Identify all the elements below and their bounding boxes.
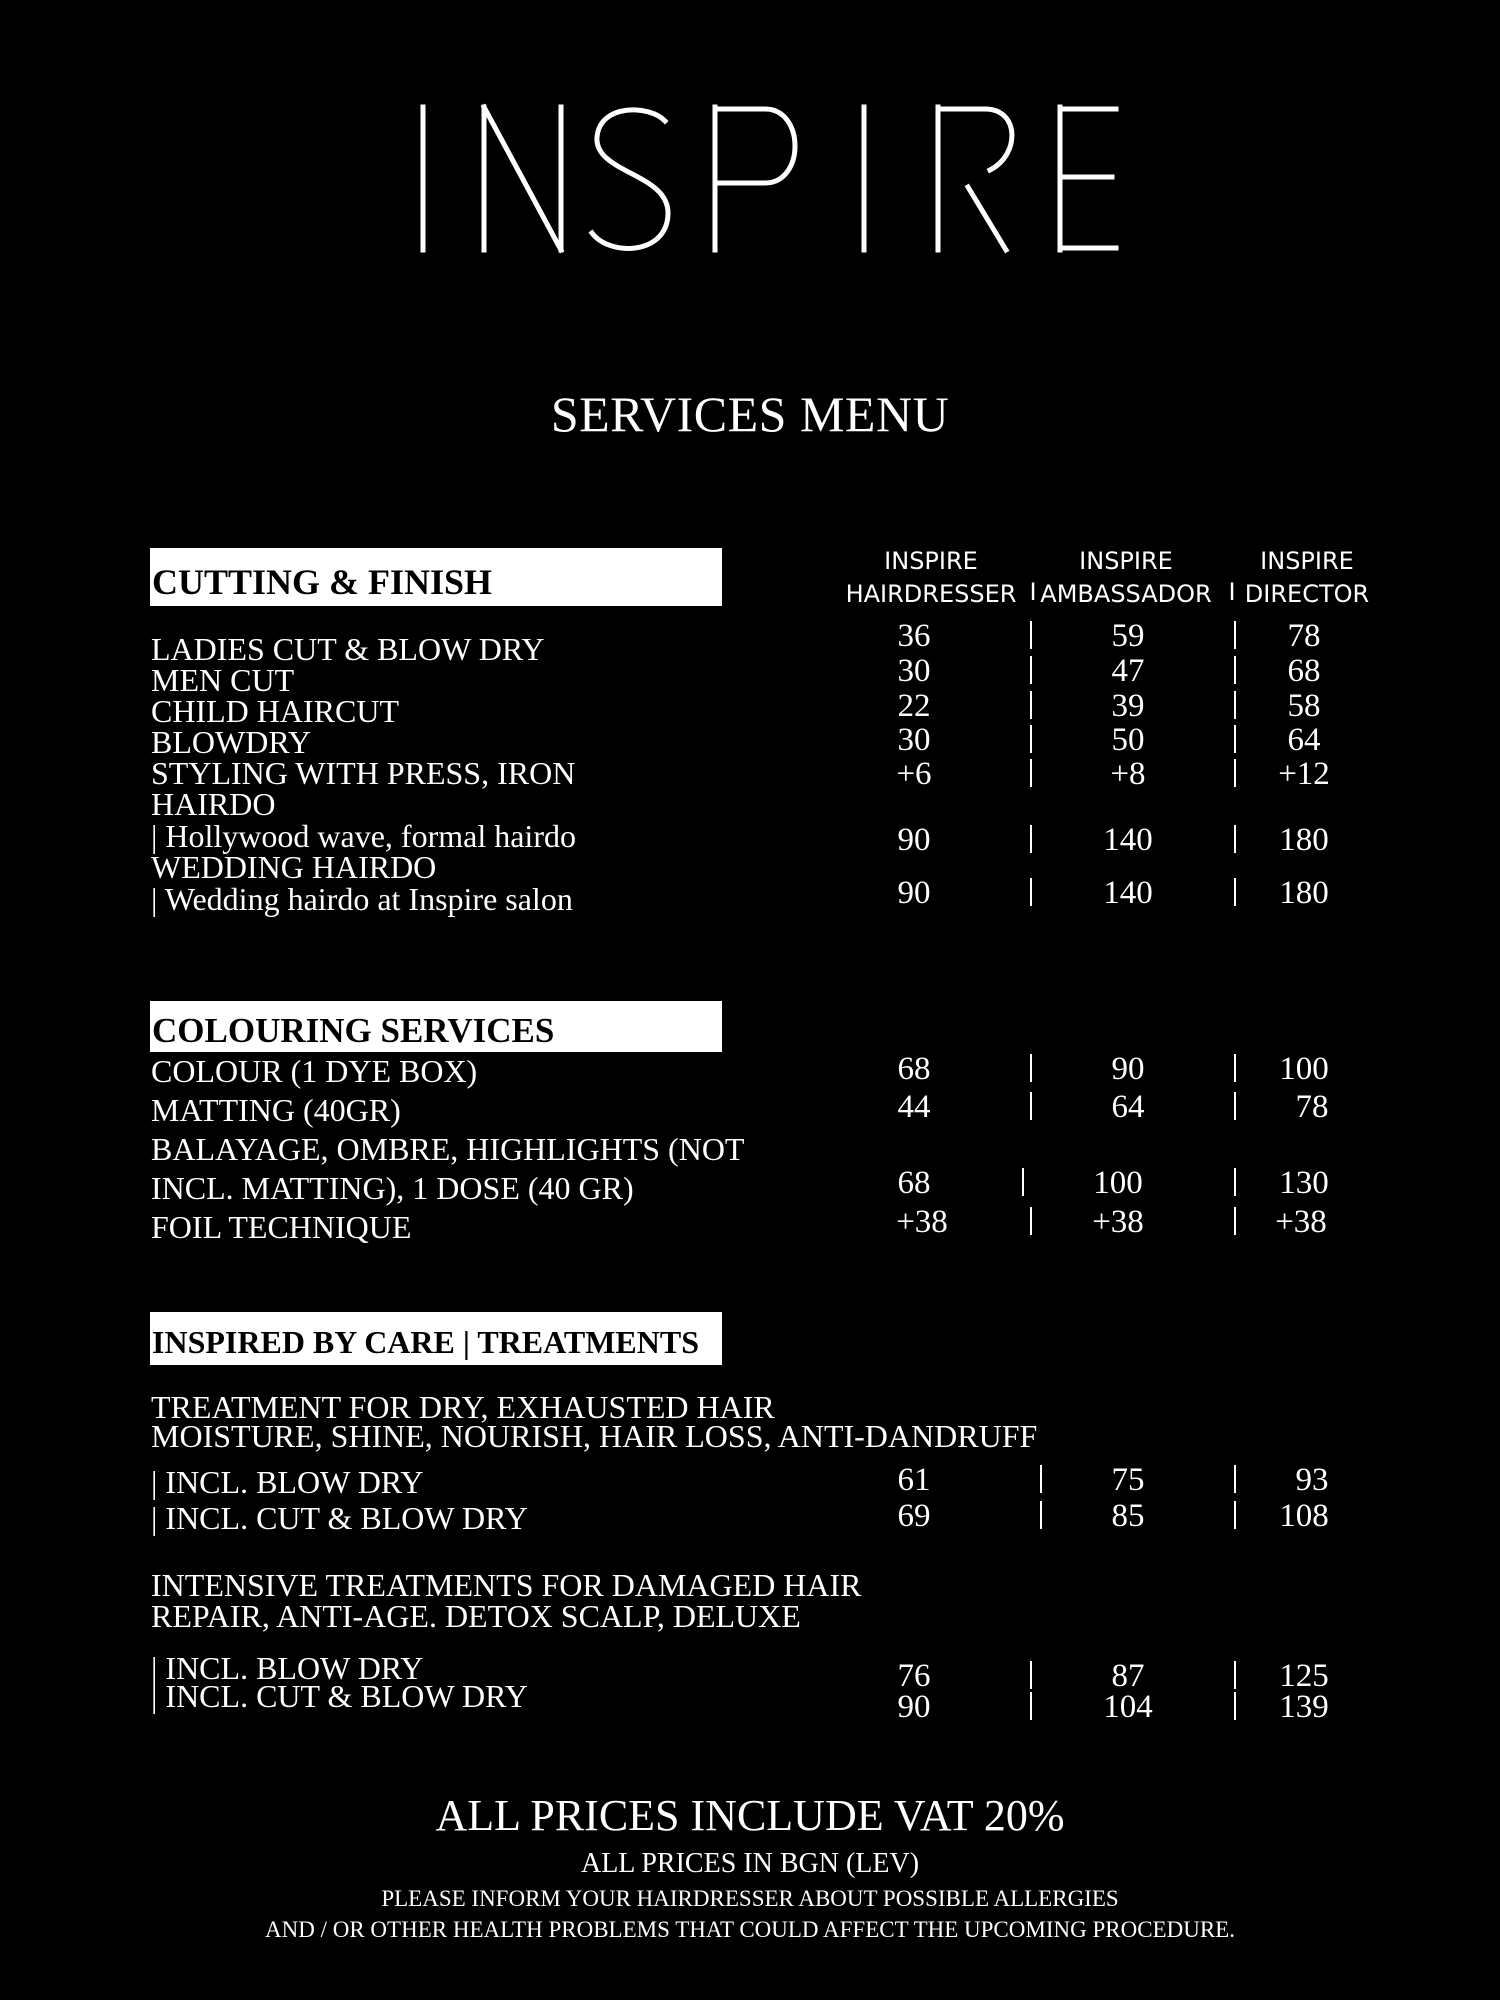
price-divider bbox=[1030, 691, 1032, 719]
price-divider bbox=[1234, 1661, 1236, 1689]
price-divider bbox=[1234, 878, 1236, 906]
service-name: | INCL. CUT & BLOW DRY bbox=[151, 1678, 528, 1714]
section-heading-care: INSPIRED BY CARE | TREATMENTS bbox=[150, 1312, 722, 1365]
price-divider bbox=[1030, 1092, 1032, 1120]
service-name-continued: INCL. MATTING), 1 DOSE (40 GR) bbox=[151, 1170, 634, 1206]
price-divider bbox=[1030, 878, 1032, 906]
price-divider bbox=[1030, 621, 1032, 649]
column-header-line1: INSPIRE bbox=[1079, 547, 1173, 575]
price-divider bbox=[1234, 691, 1236, 719]
price-hairdresser: 90 bbox=[897, 1689, 931, 1725]
treatment-group-subtitle: REPAIR, ANTI-AGE. DETOX SCALP, DELUXE bbox=[151, 1598, 801, 1634]
price-director: 68 bbox=[1287, 653, 1321, 689]
price-director: 180 bbox=[1279, 822, 1329, 858]
price-ambassador: 87 bbox=[1111, 1658, 1145, 1694]
price-divider bbox=[1030, 759, 1032, 787]
price-divider bbox=[1234, 621, 1236, 649]
column-separator: I bbox=[1029, 578, 1037, 606]
service-name: FOIL TECHNIQUE bbox=[151, 1209, 412, 1245]
price-ambassador: 140 bbox=[1103, 875, 1153, 911]
price-divider bbox=[1234, 1465, 1236, 1493]
price-director: +12 bbox=[1278, 756, 1330, 792]
column-header-ambassador bbox=[1040, 545, 1211, 611]
price-hairdresser: 69 bbox=[897, 1498, 931, 1534]
price-director: +38 bbox=[1275, 1204, 1327, 1240]
price-director: 108 bbox=[1279, 1498, 1329, 1534]
price-divider bbox=[1030, 1661, 1032, 1689]
price-divider bbox=[1234, 1207, 1236, 1235]
price-divider bbox=[1234, 656, 1236, 684]
price-ambassador: 39 bbox=[1111, 688, 1145, 724]
price-ambassador: 100 bbox=[1093, 1165, 1143, 1201]
column-header-line1: INSPIRE bbox=[884, 547, 978, 575]
section-heading-colouring: COLOURING SERVICES bbox=[150, 1001, 722, 1052]
price-divider bbox=[1040, 1501, 1042, 1529]
price-director: 93 bbox=[1295, 1462, 1329, 1498]
price-hairdresser: +38 bbox=[896, 1204, 948, 1240]
price-hairdresser: 76 bbox=[897, 1658, 931, 1694]
service-name: MEN CUT bbox=[151, 662, 295, 698]
price-director: 100 bbox=[1279, 1051, 1329, 1087]
allergy-notice-line2: AND / OR OTHER HEALTH PROBLEMS THAT COULD AFFECT THE UPCOMING PROCEDURE. bbox=[265, 1917, 1235, 1942]
price-divider bbox=[1040, 1465, 1042, 1493]
service-name: WEDDING HAIRDO bbox=[151, 849, 437, 885]
price-ambassador: +38 bbox=[1092, 1204, 1144, 1240]
price-ambassador: 47 bbox=[1111, 653, 1145, 689]
service-description: | Hollywood wave, formal hairdo bbox=[151, 818, 576, 854]
currency-notice: ALL PRICES IN BGN (LEV) bbox=[580, 1848, 920, 1879]
price-hairdresser: +6 bbox=[896, 756, 932, 792]
service-name: HAIRDO bbox=[151, 786, 276, 822]
price-ambassador: 90 bbox=[1111, 1051, 1145, 1087]
service-name: LADIES CUT & BLOW DRY bbox=[151, 631, 545, 667]
price-divider bbox=[1030, 1207, 1032, 1235]
service-name: BLOWDRY bbox=[151, 724, 311, 760]
price-hairdresser: 30 bbox=[897, 722, 931, 758]
column-header-line2: HAIRDRESSER bbox=[845, 580, 1017, 608]
service-name: COLOUR (1 DYE BOX) bbox=[151, 1053, 478, 1089]
price-hairdresser: 22 bbox=[897, 688, 931, 724]
price-director: 58 bbox=[1287, 688, 1321, 724]
column-header-director bbox=[1245, 545, 1369, 611]
treatment-group-title: TREATMENT FOR DRY, EXHAUSTED HAIR bbox=[151, 1389, 775, 1425]
inspire-logo bbox=[0, 95, 1500, 265]
price-director: 180 bbox=[1279, 875, 1329, 911]
price-divider bbox=[1234, 1501, 1236, 1529]
price-hairdresser: 68 bbox=[897, 1051, 931, 1087]
column-header-line2: AMBASSADOR bbox=[1040, 580, 1212, 608]
price-ambassador: 85 bbox=[1111, 1498, 1145, 1534]
price-director: 78 bbox=[1287, 618, 1321, 654]
column-header-line2: DIRECTOR bbox=[1244, 580, 1370, 608]
price-divider bbox=[1030, 1054, 1032, 1082]
price-ambassador: 64 bbox=[1111, 1089, 1145, 1125]
column-header-line1: INSPIRE bbox=[1260, 547, 1354, 575]
treatment-group-subtitle: MOISTURE, SHINE, NOURISH, HAIR LOSS, ANTI-DANDRUFF bbox=[151, 1418, 1038, 1454]
vat-notice: ALL PRICES INCLUDE VAT 20% bbox=[435, 1791, 1065, 1840]
price-divider bbox=[1234, 825, 1236, 853]
price-director: 139 bbox=[1279, 1689, 1329, 1725]
price-divider bbox=[1234, 1168, 1236, 1196]
section-heading-cutting: CUTTING & FINISH bbox=[150, 548, 722, 606]
price-divider bbox=[1030, 725, 1032, 753]
price-divider bbox=[1022, 1168, 1024, 1196]
service-name: | INCL. CUT & BLOW DRY bbox=[151, 1500, 528, 1536]
price-ambassador: 140 bbox=[1103, 822, 1153, 858]
price-director: 125 bbox=[1279, 1658, 1329, 1694]
price-ambassador: 50 bbox=[1111, 722, 1145, 758]
price-ambassador: 104 bbox=[1103, 1689, 1153, 1725]
price-hairdresser: 61 bbox=[897, 1462, 931, 1498]
price-divider bbox=[1234, 725, 1236, 753]
allergy-notice-line1: PLEASE INFORM YOUR HAIRDRESSER ABOUT POSSIBLE ALLERGIES bbox=[381, 1886, 1119, 1911]
price-hairdresser: 36 bbox=[897, 618, 931, 654]
page-title: SERVICES MENU bbox=[550, 386, 950, 442]
price-ambassador: +8 bbox=[1110, 756, 1146, 792]
price-director: 78 bbox=[1295, 1089, 1329, 1125]
price-director: 130 bbox=[1279, 1165, 1329, 1201]
service-name: STYLING WITH PRESS, IRON bbox=[151, 755, 576, 791]
price-hairdresser: 68 bbox=[897, 1165, 931, 1201]
price-hairdresser: 90 bbox=[897, 822, 931, 858]
service-name: BALAYAGE, OMBRE, HIGHLIGHTS (NOT bbox=[151, 1131, 745, 1167]
price-divider bbox=[1030, 825, 1032, 853]
price-divider bbox=[1234, 759, 1236, 787]
price-hairdresser: 30 bbox=[897, 653, 931, 689]
column-header-hairdresser bbox=[846, 545, 1017, 611]
service-name: MATTING (40GR) bbox=[151, 1092, 401, 1128]
service-name: | INCL. BLOW DRY bbox=[151, 1650, 424, 1686]
price-ambassador: 75 bbox=[1111, 1462, 1145, 1498]
service-name: CHILD HAIRCUT bbox=[151, 693, 399, 729]
price-hairdresser: 90 bbox=[897, 875, 931, 911]
treatment-group-title: INTENSIVE TREATMENTS FOR DAMAGED HAIR bbox=[151, 1567, 862, 1603]
price-hairdresser: 44 bbox=[897, 1089, 931, 1125]
column-separator: I bbox=[1228, 578, 1236, 606]
price-director: 64 bbox=[1287, 722, 1321, 758]
service-description: | Wedding hairdo at Inspire salon bbox=[151, 881, 573, 917]
price-ambassador: 59 bbox=[1111, 618, 1145, 654]
price-divider bbox=[1030, 1692, 1032, 1720]
price-divider bbox=[1234, 1092, 1236, 1120]
price-divider bbox=[1030, 656, 1032, 684]
price-divider bbox=[1234, 1054, 1236, 1082]
service-name: | INCL. BLOW DRY bbox=[151, 1464, 424, 1500]
price-divider bbox=[1234, 1692, 1236, 1720]
